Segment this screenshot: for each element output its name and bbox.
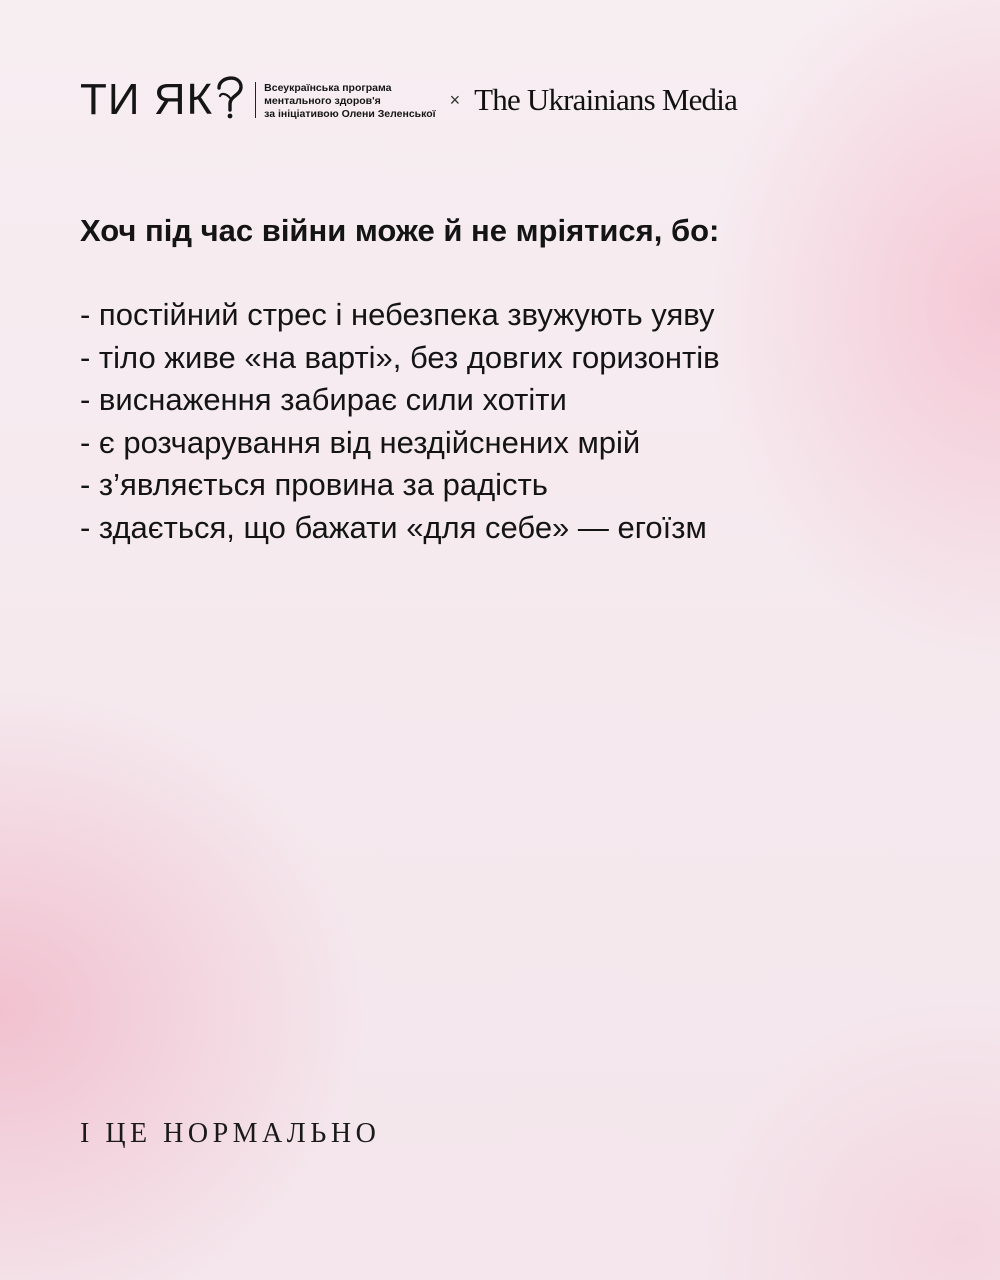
partner-logo: The Ukrainians Media [474, 82, 738, 117]
footer-note: І ЦЕ НОРМАЛЬНО [80, 1118, 381, 1149]
ty-yak-logo [80, 75, 245, 124]
reasons-list [80, 294, 720, 549]
headline: Хоч під час війни може й не мріятися, бо: [80, 213, 720, 248]
list-item: - постійний стрес і небезпека звужують уяву [80, 297, 715, 332]
collab-separator: × [449, 89, 461, 110]
brand-name: ТИ ЯК [80, 75, 214, 124]
list-item: - виснаження забирає сили хотіти [80, 382, 567, 417]
logo-divider [255, 82, 256, 118]
brand-subtitle-line: Всеукраїнська програма [264, 81, 392, 94]
list-item: - тіло живе «на варті», без довгих горизонтів [80, 339, 720, 375]
list-item: - здається, що бажати «для себе» — егоїзм [80, 509, 707, 545]
brand-subtitle-line: ментального здоров'я [264, 94, 381, 107]
logo-header [80, 68, 737, 132]
brand-subtitle [264, 82, 435, 121]
question-mark-sprout-icon [215, 68, 245, 122]
list-item: - з’являється провина за радість [80, 467, 548, 502]
list-item: - є розчарування від нездійснених мрій [80, 424, 641, 460]
brand-subtitle-line: за ініціативою Олени Зеленської [264, 107, 436, 120]
